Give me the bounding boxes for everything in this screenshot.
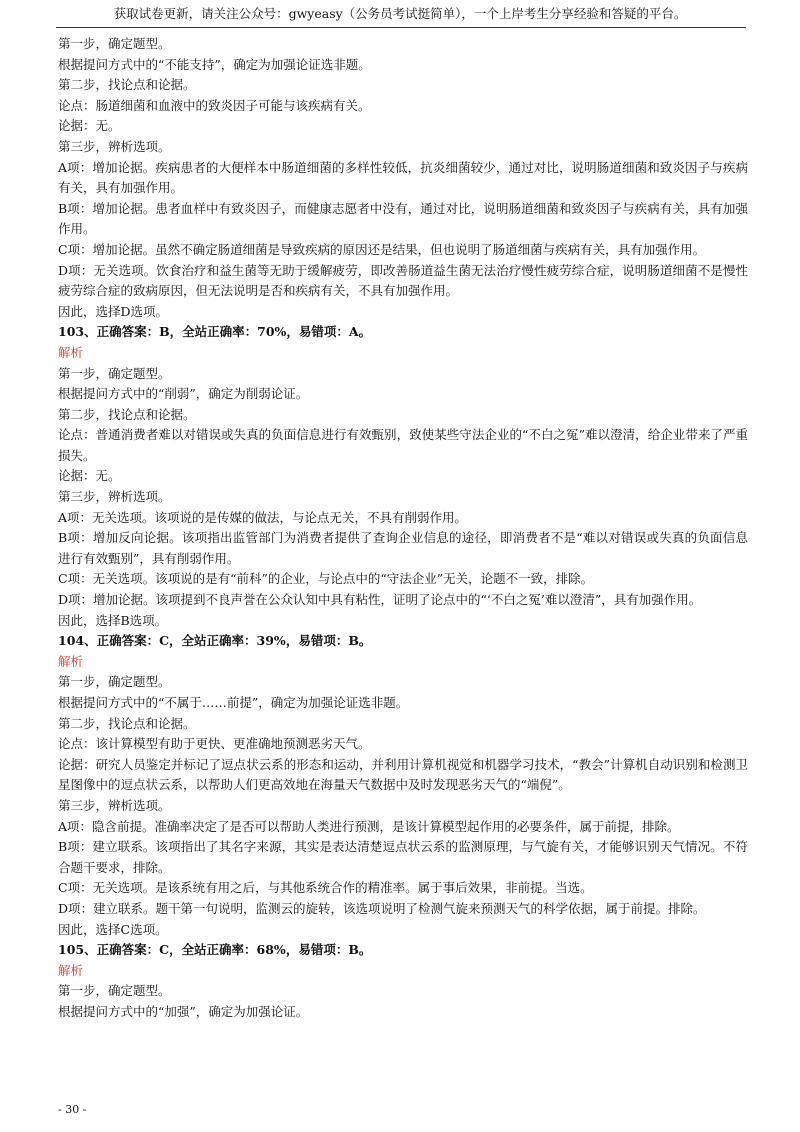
paragraph-line: A项：隐含前提。准确率决定了是否可以帮助人类进行预测，是该计算模型起作用的必要条件，属于前提，排除。	[58, 818, 680, 834]
paragraph-line: 第一步，确定题型。	[58, 674, 171, 690]
paragraph-line: 第二步，找论点和论据。	[58, 406, 196, 422]
answer-summary: 104、正确答案：C，全站正确率：39%，易错项：B。	[58, 633, 372, 649]
paragraph-line: B项：增加反向论据。该项指出监管部门为消费者提供了查询企业信息的途径，即消费者不是“难以对错误或失真的负面信息进行有效甄别”，具有削弱作用。	[58, 530, 748, 566]
paragraph-line: 根据提问方式中的“不属于……前提”，确定为加强论证选非题。	[58, 695, 409, 710]
paragraph-line: A项：无关选项。该项说的是传媒的做法，与论点无关，不具有削弱作用。	[58, 509, 468, 525]
paragraph-line: 因此，选择B选项。	[58, 612, 168, 628]
page-header: 获取试卷更新，请关注公众号：gwyeasy（公务员考试挺简单），一个上岸考生分享经验和答疑的平台。	[113, 6, 687, 21]
header-divider	[56, 27, 746, 28]
paragraph-line: 论据：研究人员鉴定并标记了逗点状云系的形态和运动，并利用计算机视觉和机器学习技术，“教会”计算机自动识别和检测卫星图像中的逗点状云系，以帮助人们更高效地在海量天气数据中及时发现恶劣天气的“端倪”。	[58, 756, 748, 793]
answer-summary: 105、正确答案：C，全站正确率：68%，易错项：B。	[58, 942, 372, 958]
paragraph-line: 因此，选择D选项。	[58, 303, 169, 319]
paragraph-line: 第二步，找论点和论据。	[58, 715, 196, 731]
paragraph-line: D项：建立联系。题干第一句说明，监测云的旋转，该选项说明了检测气旋来预测天气的科学依据，属于前提。排除。	[58, 900, 706, 916]
answer-summary: 103、正确答案：B，全站正确率：70%，易错项：A。	[58, 324, 372, 340]
paragraph-line: C项：增加论据。虽然不确定肠道细菌是导致疾病的原因还是结果，但也说明了肠道细菌与疾病有关，具有加强作用。	[58, 241, 706, 257]
paragraph-line: 第一步，确定题型。	[58, 365, 171, 381]
paragraph-line: 论点：该计算模型有助于更快、更准确地预测恶劣天气。	[58, 736, 371, 752]
paragraph-line: 根据提问方式中的“加强”，确定为加强论证。	[58, 1003, 309, 1019]
paragraph-line: 论据：无。	[58, 118, 121, 134]
analysis-heading: 解析	[58, 962, 84, 978]
paragraph-line: 第三步，辨析选项。	[58, 797, 171, 813]
paragraph-line: 第一步，确定题型。	[58, 36, 171, 51]
analysis-heading: 解析	[58, 344, 84, 360]
paragraph-line: D项：增加论据。该项提到不良声誉在公众认知中具有粘性，证明了论点中的“‘不白之冤’难以澄清”，具有加强作用。	[58, 592, 702, 608]
paragraph-line: 根据提问方式中的“削弱”，确定为削弱论证。	[58, 386, 309, 402]
paragraph-line: 第三步，辨析选项。	[58, 489, 171, 505]
paragraph-line: 第三步，辨析选项。	[58, 138, 171, 154]
paragraph-line: 论点：普通消费者难以对错误或失真的负面信息进行有效甄别，致使某些守法企业的“不白之冤”难以澄清，给企业带来了严重损失。	[58, 427, 748, 463]
paragraph-line: 论点：肠道细菌和血液中的致炎因子可能与该疾病有关。	[58, 97, 371, 113]
paragraph-line: C项：无关选项。是该系统有用之后，与其他系统合作的精准率。属于事后效果，非前提。当选。	[58, 880, 593, 896]
paragraph-line: A项：增加论据。疾病患者的大便样本中肠道细菌的多样性较低，抗炎细菌较少，通过对比，说明肠道细菌和致炎因子与疾病有关，具有加强作用。	[58, 159, 748, 196]
paragraph-line: 第二步，找论点和论据。	[58, 77, 196, 93]
paragraph-line: 论据：无。	[58, 468, 121, 484]
paragraph-line: B项：增加论据。患者血样中有致炎因子，而健康志愿者中没有，通过对比，说明肠道细菌和致炎因子与疾病有关，具有加强作用。	[58, 200, 748, 237]
analysis-heading: 解析	[58, 653, 84, 669]
paragraph-line: 根据提问方式中的“不能支持”，确定为加强论证选非题。	[58, 56, 371, 72]
paragraph-line: 因此，选择C选项。	[58, 921, 168, 937]
page-number: - 30 -	[58, 1103, 87, 1116]
paragraph-line: B项：建立联系。该项指出了其名字来源，其实是表达清楚逗点状云系的监测原理，与气旋有关，才能够识别天气情况。不符合题干要求，排除。	[58, 839, 748, 875]
document-body	[58, 34, 748, 1023]
paragraph-line: C项：无关选项。该项说的是有“前科”的企业，与论点中的“守法企业”无关，论题不一致，排除。	[58, 571, 594, 587]
paragraph-line: D项：无关选项。饮食治疗和益生菌等无助于缓解疲劳，即改善肠道益生菌无法治疗慢性疲劳综合症，说明肠道细菌不是慢性疲劳综合症的致病原因，但无法说明是否和疾病有关，不具有加强作用。	[58, 262, 748, 299]
paragraph-line: 第一步，确定题型。	[58, 983, 171, 999]
